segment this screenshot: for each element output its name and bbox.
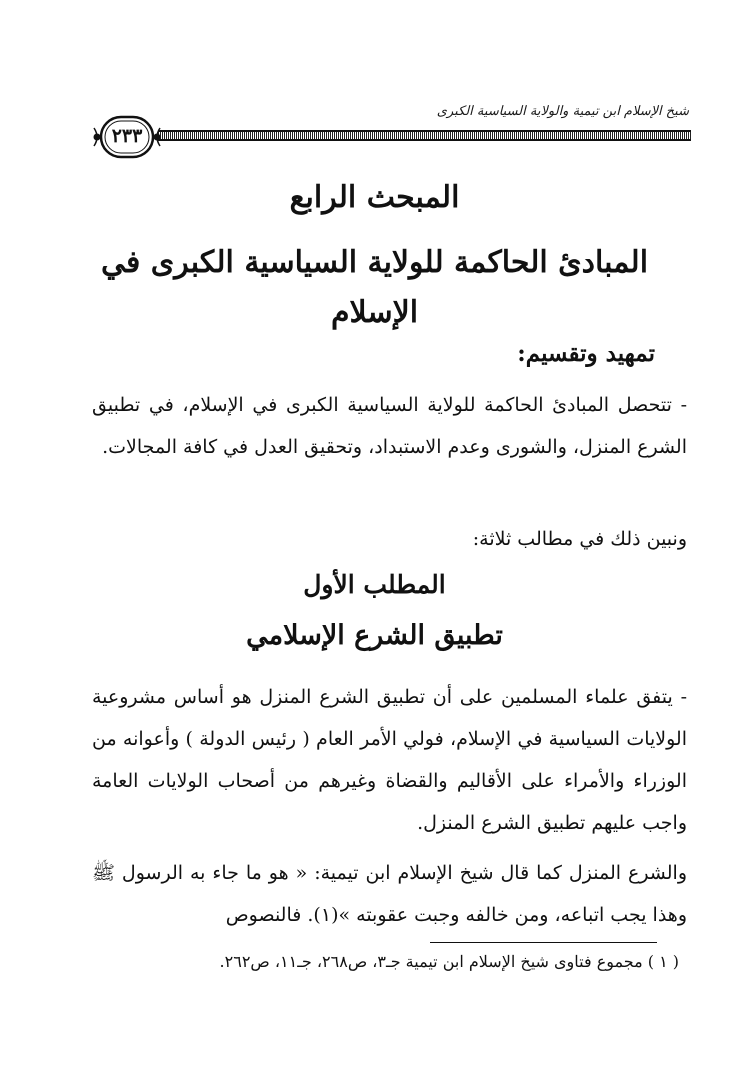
paragraph-division: ونبين ذلك في مطالب ثلاثة: (472, 528, 687, 550)
page-number: ٢٣٣ (111, 125, 143, 147)
requirement-heading: المطلب الأول (303, 570, 446, 599)
paragraph-sharia: - يتفق علماء المسلمين على أن تطبيق الشرع المنزل هو أساس مشروعية الولايات السياسية في الإسلام، فولي الأمر العام ( رئيس الدولة ) وأعوانه من الوزراء والأمراء على الأقاليم والقضاة وغيرهم من أصحاب الولايات العامة واجب عليهم تطبيق الشرع المنزل. (92, 686, 687, 834)
paragraph-principles: - تتحصل المبادئ الحاكمة للولاية السياسية الكبرى في الإسلام، في تطبيق الشرع المنزل، والشورى وعدم الاستبداد، وتحقيق العدل في كافة المجالات. (92, 394, 687, 458)
intro-heading: تمهيد وتقسيم: (517, 340, 655, 367)
running-header: شيخ الإسلام ابن تيمية والولاية السياسية الكبرى (436, 104, 689, 119)
page-number-badge (92, 114, 162, 160)
section-heading: المبحث الرابع (289, 180, 460, 215)
paragraph-quote: والشرع المنزل كما قال شيخ الإسلام ابن تيمية: « هو ما جاء به الرسول ﷺ وهذا يجب اتباعه، ومن خالفه وجبت عقوبته »(١). فالنصوص (92, 862, 687, 926)
chapter-title: المبادئ الحاكمة للولاية السياسية الكبرى في الإسلام (100, 245, 649, 330)
requirement-title: تطبيق الشرع الإسلامي (246, 620, 503, 651)
footnote: ( ١ ) مجموع فتاوى شيخ الإسلام ابن تيمية جـ٣، ص٢٦٨، جـ١١، ص٢٦٢. (219, 952, 679, 971)
footnote-rule (430, 942, 657, 943)
header-rule (158, 130, 691, 141)
